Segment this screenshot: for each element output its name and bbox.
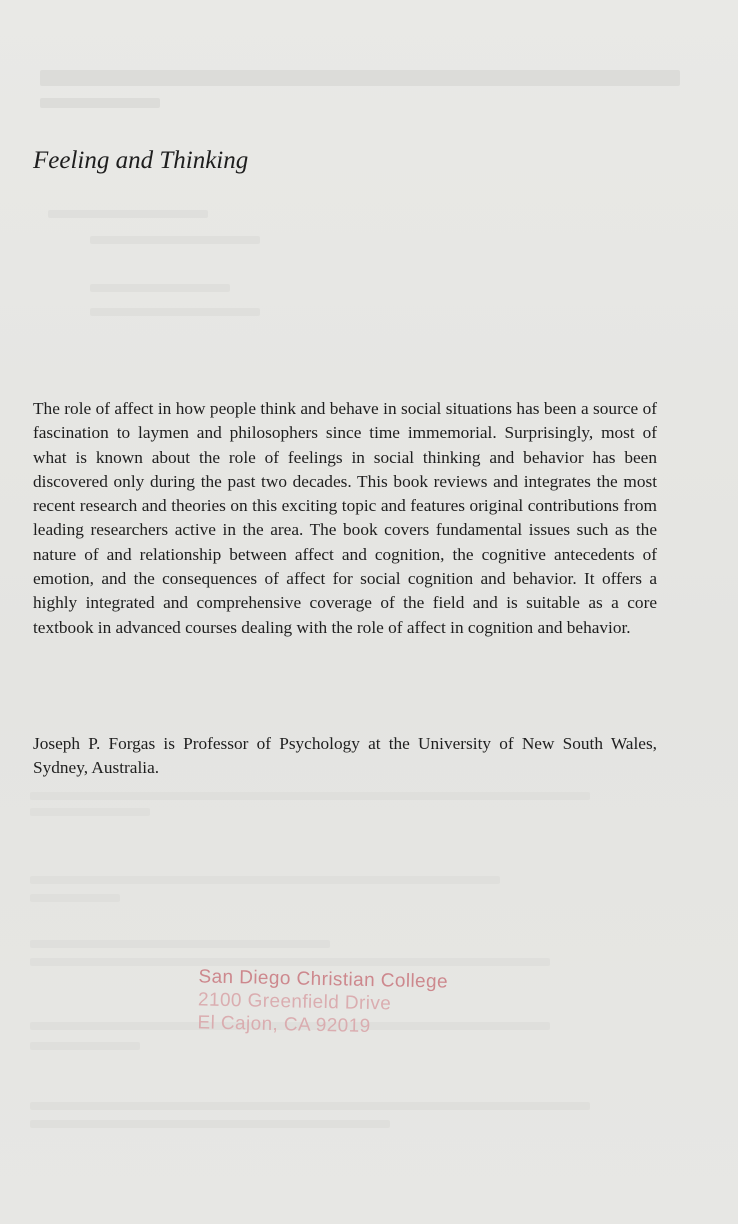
bleed-through-mark [90, 308, 260, 316]
bleed-through-mark [30, 792, 590, 800]
bleed-through-mark [30, 808, 150, 816]
bleed-through-mark [30, 958, 550, 966]
library-stamp [197, 965, 448, 1039]
bleed-through-mark [48, 210, 208, 218]
stamp-city-zip: El Cajon, CA 92019 [197, 1012, 371, 1038]
author-bio: Joseph P. Forgas is Professor of Psychology at the University of New South Wales, Sydney, Australia. [33, 734, 657, 778]
stamp-street-address: 2100 Greenfield Drive [197, 989, 392, 1015]
stamp-college-name: San Diego Christian College [198, 966, 449, 993]
bleed-through-mark [40, 70, 680, 86]
bleed-through-mark [90, 284, 230, 292]
book-description: The role of affect in how people think and behave in social situations has been a source of fascination to laymen and philosophers since time immemorial. Surprisingly, most of what is known about the role of feelings in social thinking and behavior has been discovered only during the past two decades. This book reviews and integrates the most recent research and theories on this exciting topic and features original contributions from leading researchers active in the area. The book covers fundamental issues such as the nature of and relationship between affect and cognition, the cognitive antecedents of emotion, and the consequences of affect for social cognition and behavior. It offers a highly integrated and comprehensive coverage of the field and is suitable as a core textbook in advanced courses dealing with the role of affect in cognition and behavior. [33, 399, 657, 637]
bleed-through-mark [30, 894, 120, 902]
book-title: Feeling and Thinking [33, 147, 249, 174]
bleed-through-mark [90, 236, 260, 244]
bleed-through-mark [30, 876, 500, 884]
bleed-through-mark [40, 98, 160, 108]
bleed-through-mark [30, 1042, 140, 1050]
bleed-through-mark [30, 1102, 590, 1110]
bleed-through-mark [30, 1120, 390, 1128]
bleed-through-mark [30, 940, 330, 948]
